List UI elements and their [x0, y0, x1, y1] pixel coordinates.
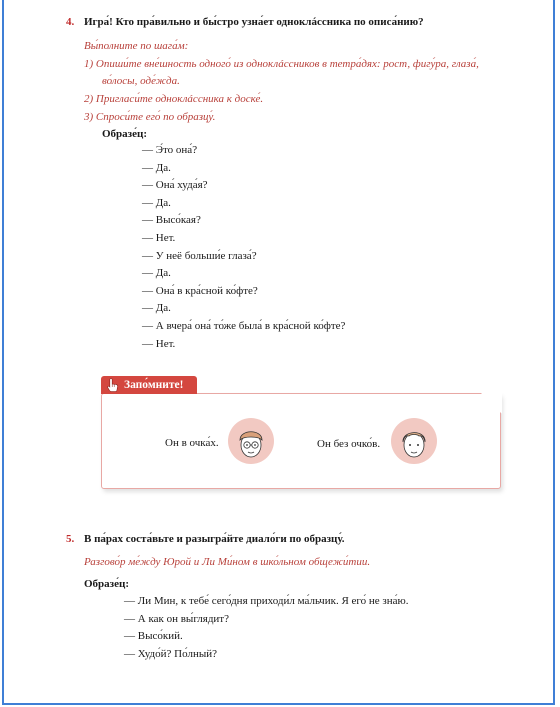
- dialogue-line: — Нет.: [142, 337, 176, 350]
- task5-sample-label: Образе́ц:: [84, 578, 129, 590]
- dialogue-line: — Высо́кая?: [142, 214, 201, 227]
- folded-corner: [480, 392, 502, 414]
- without-glasses-text: Он без очко́в.: [317, 438, 381, 450]
- face-icon: [391, 418, 437, 464]
- remember-tab: [101, 376, 197, 394]
- task5-subtitle: Разгово́р ме́жду Юрой и Ли Ми́ном в шко́льном общежи́тии.: [84, 556, 371, 568]
- task4-sample-label: Образе́ц:: [102, 128, 147, 140]
- task4-step-2: 2) Пригласи́те одноклáссника к доске́.: [84, 93, 264, 105]
- task4-instruction-title: Вы́полните по шага́м:: [84, 40, 189, 52]
- dialogue-line: — Высо́кий.: [124, 630, 183, 643]
- dialogue-line: — А как он вы́глядит?: [124, 612, 229, 625]
- dialogue-line: — Нет.: [142, 231, 176, 244]
- task4-step-3: 3) Спроси́те его́ по образцу́.: [84, 111, 216, 123]
- pointing-hand-icon: [105, 377, 121, 393]
- dialogue-line: — Худо́й? По́лный?: [124, 647, 217, 660]
- task4-step-1-cont: во́лосы, оде́жда.: [102, 75, 180, 87]
- task5-title: В па́рах соста́вьте и разыгра́йте диало́ги по образцу́.: [84, 533, 345, 545]
- task5-dialogue: [124, 593, 409, 663]
- dialogue-line: — Да.: [142, 267, 171, 280]
- dialogue-line: — Да.: [142, 161, 171, 174]
- task5-number: 5.: [66, 533, 75, 545]
- dialogue-line: — Ли Мин, к тебе́ сего́дня приходи́л ма́льчик. Я его́ не зна́ю.: [124, 595, 409, 607]
- dialogue-line: — Она́ в кра́сной ко́фте?: [142, 284, 258, 297]
- dialogue-line: — Она́ худа́я?: [142, 179, 208, 192]
- remember-label: Запо́мните!: [124, 379, 184, 391]
- dialogue-line: — А вчера́ она́ то́же была́ в кра́сной ко́фте?: [142, 319, 346, 332]
- boy-with-glasses-avatar: [228, 418, 274, 464]
- face-with-glasses-icon: [228, 418, 274, 464]
- dialogue-line: — Э́то она́?: [142, 144, 198, 156]
- task4-dialogue: [142, 142, 345, 353]
- with-glasses-text: Он в очка́х.: [165, 437, 219, 449]
- dialogue-line: — Да.: [142, 196, 171, 209]
- task4-step-1: 1) Опиши́те вне́шность одного́ из одноклáссников в тетра́дях: рост, фигу́ра, глаза́,: [84, 58, 479, 70]
- dialogue-line: — У неё больши́е глаза́?: [142, 249, 257, 262]
- dialogue-line: — Да.: [142, 302, 171, 315]
- task4-number: 4.: [66, 16, 75, 28]
- boy-without-glasses-avatar: [391, 418, 437, 464]
- remember-box: [101, 393, 501, 489]
- task4-title: Игра́! Кто пра́вильно и бы́стро узна́ет одноклáссника по описа́нию?: [84, 16, 424, 28]
